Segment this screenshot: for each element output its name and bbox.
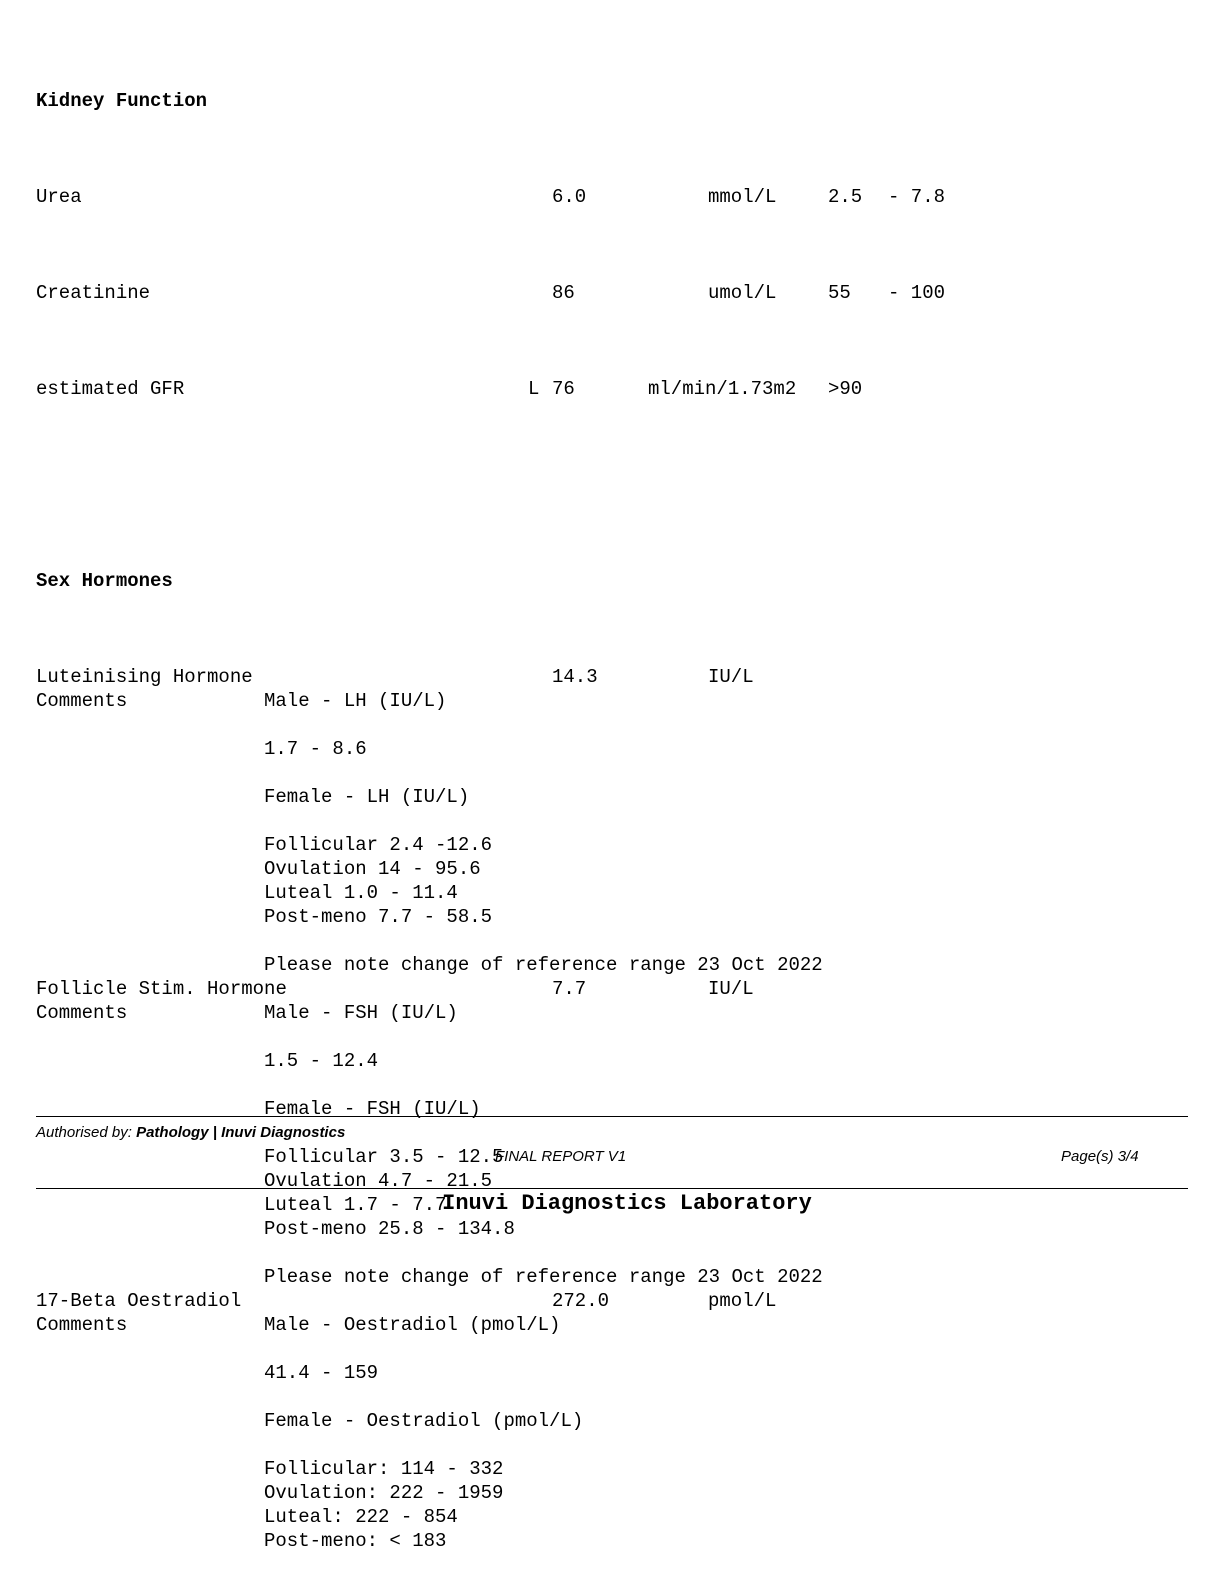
range-low: 2.5 [828, 186, 863, 208]
authorised-label: Authorised by: [36, 1124, 132, 1141]
comment-text: Male - LH (IU/L) [264, 690, 447, 712]
comment-line [36, 713, 1186, 737]
comment-text: Male - Oestradiol (pmol/L) [264, 1314, 561, 1336]
comment-text: Ovulation: 222 - 1959 [264, 1482, 504, 1504]
comments-label: Comments [36, 1314, 128, 1336]
comment-text: Follicular 3.5 - 12.5 [264, 1146, 504, 1168]
test-result: 86 [552, 282, 575, 304]
result-row-creatinine [36, 281, 1186, 305]
comment-line [36, 833, 1186, 857]
test-name: Follicle Stim. Hormone [36, 978, 287, 1000]
comment-line [36, 1073, 1186, 1097]
range-low: >90 [828, 378, 863, 400]
comment-line [36, 1529, 1186, 1553]
result-row-hormone [36, 665, 1186, 689]
comment-text: 41.4 - 159 [264, 1362, 379, 1384]
test-unit: IU/L [708, 666, 754, 688]
comment-text: Luteal 1.0 - 11.4 [264, 882, 458, 904]
comment-text: Luteal 1.7 - 7.7 [264, 1194, 447, 1216]
comments-label: Comments [36, 1002, 128, 1024]
hormone-tests [36, 665, 1186, 1553]
test-unit: umol/L [708, 282, 777, 304]
report-status: FINAL REPORT V1 [495, 1148, 627, 1165]
report-body [36, 17, 1186, 1577]
comment-line [36, 857, 1186, 881]
comment-text: Follicular: 114 - 332 [264, 1458, 504, 1480]
comment-line [36, 905, 1186, 929]
comment-line [36, 1505, 1186, 1529]
test-name: Creatinine [36, 282, 151, 304]
comment-line [36, 689, 1186, 713]
range-high: - 100 [888, 282, 946, 304]
comment-line [36, 1361, 1186, 1385]
comment-text: Female - FSH (IU/L) [264, 1098, 481, 1120]
range-high: - 7.8 [888, 186, 946, 208]
spacer [36, 473, 1186, 497]
test-result: 6.0 [552, 186, 587, 208]
comment-line [36, 761, 1186, 785]
comment-line [36, 1385, 1186, 1409]
comment-text: Please note change of reference range 23 Oct 2022 [264, 954, 823, 976]
comment-text: Post-meno 25.8 - 134.8 [264, 1218, 515, 1240]
test-unit: mmol/L [708, 186, 777, 208]
comment-text: 1.5 - 12.4 [264, 1050, 379, 1072]
test-unit: pmol/L [708, 1290, 777, 1312]
comment-line [36, 1001, 1186, 1025]
comment-line [36, 1337, 1186, 1361]
comment-line [36, 785, 1186, 809]
comment-line [36, 1313, 1186, 1337]
comment-line [36, 929, 1186, 953]
comment-text: Please note change of reference range 23 Oct 2022 [264, 1266, 823, 1288]
result-row-egfr [36, 377, 1186, 401]
laboratory-name: Inuvi Diagnostics Laboratory [442, 1191, 812, 1216]
result-row-hormone [36, 1289, 1186, 1313]
comment-line [36, 953, 1186, 977]
test-result: 76 [552, 378, 575, 400]
comment-line [36, 1217, 1186, 1241]
result-row-urea [36, 185, 1186, 209]
comment-line [36, 1433, 1186, 1457]
comment-line [36, 1241, 1186, 1265]
comment-text: 1.7 - 8.6 [264, 738, 367, 760]
result-row-hormone [36, 977, 1186, 1001]
section-heading-hormones: Sex Hormones [36, 570, 173, 592]
footer-divider-top [36, 1116, 1188, 1117]
comment-line [36, 1481, 1186, 1505]
comment-line [36, 881, 1186, 905]
comment-text: Female - LH (IU/L) [264, 786, 470, 808]
comment-line [36, 809, 1186, 833]
comment-line [36, 1457, 1186, 1481]
comment-text: Luteal: 222 - 854 [264, 1506, 458, 1528]
section-heading-kidney: Kidney Function [36, 90, 208, 112]
abnormal-flag: L [528, 378, 540, 400]
comment-text: Male - FSH (IU/L) [264, 1002, 458, 1024]
test-result: 14.3 [552, 666, 598, 688]
range-low: 55 [828, 282, 851, 304]
footer-divider-bottom [36, 1188, 1188, 1189]
comment-line [36, 1049, 1186, 1073]
comment-text: Post-meno: < 183 [264, 1530, 447, 1552]
test-name: Luteinising Hormone [36, 666, 253, 688]
comment-text: Follicular 2.4 -12.6 [264, 834, 493, 856]
comment-line [36, 737, 1186, 761]
comment-line [36, 1025, 1186, 1049]
test-result: 272.0 [552, 1290, 610, 1312]
comment-line [36, 1169, 1186, 1193]
test-name: Urea [36, 186, 82, 208]
comment-text: Post-meno 7.7 - 58.5 [264, 906, 493, 928]
test-unit: ml/min/1.73m2 [648, 378, 797, 400]
test-unit: IU/L [708, 978, 754, 1000]
page-counter: Page(s) 3/4 [1061, 1148, 1139, 1165]
authorised-by [36, 1124, 345, 1142]
comment-text: Ovulation 14 - 95.6 [264, 858, 481, 880]
comment-line [36, 1097, 1186, 1121]
test-result: 7.7 [552, 978, 587, 1000]
comment-line [36, 1265, 1186, 1289]
comments-label: Comments [36, 690, 128, 712]
test-name: 17-Beta Oestradiol [36, 1290, 242, 1312]
authoriser-name: Pathology | Inuvi Diagnostics [136, 1124, 346, 1141]
comment-text: Ovulation 4.7 - 21.5 [264, 1170, 493, 1192]
comment-line [36, 1409, 1186, 1433]
comment-text: Female - Oestradiol (pmol/L) [264, 1410, 584, 1432]
test-name: estimated GFR [36, 378, 185, 400]
